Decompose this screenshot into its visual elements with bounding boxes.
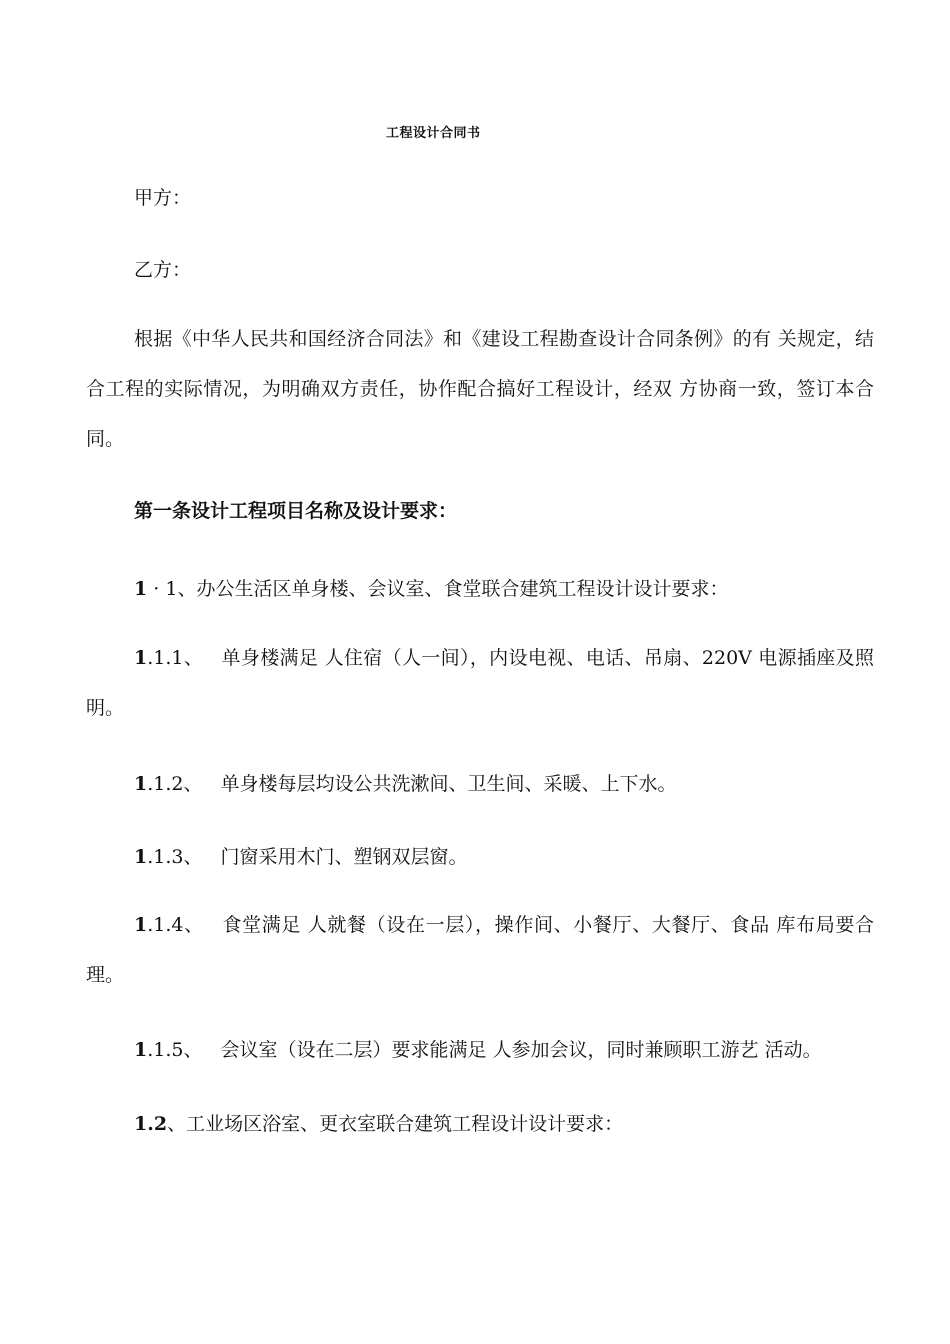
item-1-1-3 <box>134 845 468 869</box>
section-1-2-heading <box>134 1112 623 1136</box>
item-number: .1.1、 <box>147 647 204 669</box>
item-number-bold: 1 <box>134 914 148 936</box>
section-text: · 1、办公生活区单身楼、会议室、食堂联合建筑工程设计设计要求： <box>147 578 729 600</box>
intro-paragraph: 根据《中华人民共和国经济合同法》和《建设工程勘查设计合同条例》的有 关规定，结合工程的实际情况，为明确双方责任，协作配合搞好工程设计，经双 方协商一致，签订本合同。 <box>86 328 874 450</box>
item-number: .1.2、 <box>147 773 203 795</box>
item-text: 单身楼满足 人住宿（人一间），内设电视、电话、吊扇、220V 电源插座及照明。 <box>86 647 874 719</box>
section-text: 、工业场区浴室、更衣室联合建筑工程设计设计要求： <box>167 1113 624 1135</box>
item-number-bold: 1 <box>134 647 148 669</box>
item-number-bold: 1 <box>134 773 148 795</box>
item-1-1-1 <box>86 633 874 733</box>
item-number: .1.5、 <box>147 1039 203 1061</box>
section-1-1-heading <box>134 577 728 601</box>
item-text: 食堂满足 人就餐（设在一层），操作间、小餐厅、大餐厅、食品 库布局要合理。 <box>86 914 874 986</box>
item-text: 单身楼每层均设公共洗漱间、卫生间、采暖、上下水。 <box>220 773 677 795</box>
item-number-bold: 1 <box>134 846 148 868</box>
item-1-1-4 <box>86 900 874 1000</box>
item-1-1-5 <box>134 1038 822 1062</box>
item-text: 会议室（设在二层）要求能满足 人参加会议，同时兼顾职工游艺 活动。 <box>220 1039 822 1061</box>
item-1-1-2 <box>134 772 677 796</box>
item-number: .1.4、 <box>147 914 204 936</box>
item-number: .1.3、 <box>147 846 203 868</box>
section-number: 1 <box>134 578 148 600</box>
party-a-label: 甲方： <box>134 187 192 209</box>
party-b-label: 乙方： <box>134 259 192 281</box>
item-number-bold: 1 <box>134 1039 148 1061</box>
item-text: 门窗采用木门、塑钢双层窗。 <box>220 846 468 868</box>
document-title: 工程设计合同书 <box>386 126 481 141</box>
section-number-bold: 1 <box>134 1113 148 1135</box>
section-number: .2 <box>147 1113 168 1135</box>
article-1-heading: 第一条设计工程项目名称及设计要求： <box>134 500 458 522</box>
